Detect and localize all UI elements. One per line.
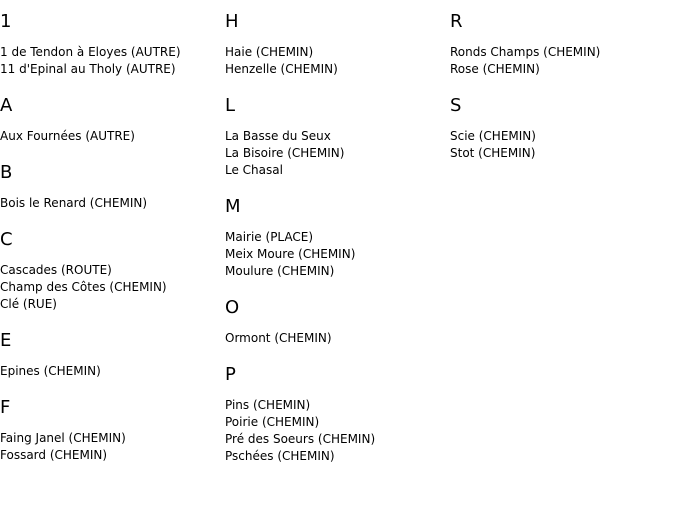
street-list [225,128,450,179]
letter-heading: 1 [0,11,12,32]
street-link[interactable]: Fossard (CHEMIN) [0,448,108,462]
letter-group [0,161,225,212]
letter-group [225,363,450,465]
street-link[interactable]: Poirie (CHEMIN) [225,415,320,429]
street-link[interactable]: Bois le Renard (CHEMIN) [0,196,148,210]
street-list [450,128,675,162]
street-link[interactable]: Cascades (ROUTE) [0,263,112,277]
street-link[interactable]: Champ des Côtes (CHEMIN) [0,280,167,294]
street-link[interactable]: Le Chasal [225,163,283,177]
street-link[interactable]: Epines (CHEMIN) [0,364,101,378]
letter-group [225,10,450,78]
letter-heading: M [225,196,241,217]
street-link[interactable]: 1 de Tendon à Eloyes (AUTRE) [0,45,181,59]
street-list [0,44,225,78]
letter-group [0,396,225,464]
street-list [0,430,225,464]
street-list [225,397,450,465]
street-link[interactable]: Pschées (CHEMIN) [225,449,335,463]
letter-group [0,10,225,78]
street-link[interactable]: Pré des Soeurs (CHEMIN) [225,432,376,446]
index-column [450,10,675,178]
letter-group [225,94,450,179]
letter-group [0,94,225,145]
letter-heading: F [0,397,11,418]
letter-heading: O [225,297,240,318]
street-link[interactable]: Pins (CHEMIN) [225,398,311,412]
street-list [225,330,450,347]
letter-heading: H [225,11,239,32]
street-list [0,262,225,313]
index-column [225,10,450,481]
street-list [0,363,225,380]
street-list [225,44,450,78]
street-link[interactable]: Rose (CHEMIN) [450,62,540,76]
letter-heading: E [0,330,12,351]
street-link[interactable]: Moulure (CHEMIN) [225,264,335,278]
street-link[interactable]: La Basse du Seux [225,129,331,143]
letter-group [450,94,675,162]
letter-group [0,228,225,313]
letter-heading: R [450,11,463,32]
letter-group [225,296,450,347]
street-link[interactable]: Clé (RUE) [0,297,57,311]
letter-heading: P [225,364,236,385]
index-column [0,10,225,480]
street-link[interactable]: Henzelle (CHEMIN) [225,62,338,76]
street-link[interactable]: Haie (CHEMIN) [225,45,314,59]
street-link[interactable]: Faing Janel (CHEMIN) [0,431,126,445]
street-link[interactable]: La Bisoire (CHEMIN) [225,146,345,160]
street-link[interactable]: Scie (CHEMIN) [450,129,536,143]
street-link[interactable]: Ronds Champs (CHEMIN) [450,45,601,59]
street-link[interactable]: Meix Moure (CHEMIN) [225,247,356,261]
letter-group [0,329,225,380]
street-link[interactable]: Mairie (PLACE) [225,230,314,244]
letter-heading: B [0,162,13,183]
street-link[interactable]: Ormont (CHEMIN) [225,331,332,345]
letter-group [450,10,675,78]
letter-group [225,195,450,280]
street-list [0,195,225,212]
letter-heading: L [225,95,236,116]
letter-heading: S [450,95,462,116]
street-list [225,229,450,280]
letter-heading: C [0,229,13,250]
street-link[interactable]: Stot (CHEMIN) [450,146,536,160]
letter-heading: A [0,95,13,116]
street-link[interactable]: 11 d'Epinal au Tholy (AUTRE) [0,62,176,76]
street-list [0,128,225,145]
street-list [450,44,675,78]
street-link[interactable]: Aux Fournées (AUTRE) [0,129,135,143]
